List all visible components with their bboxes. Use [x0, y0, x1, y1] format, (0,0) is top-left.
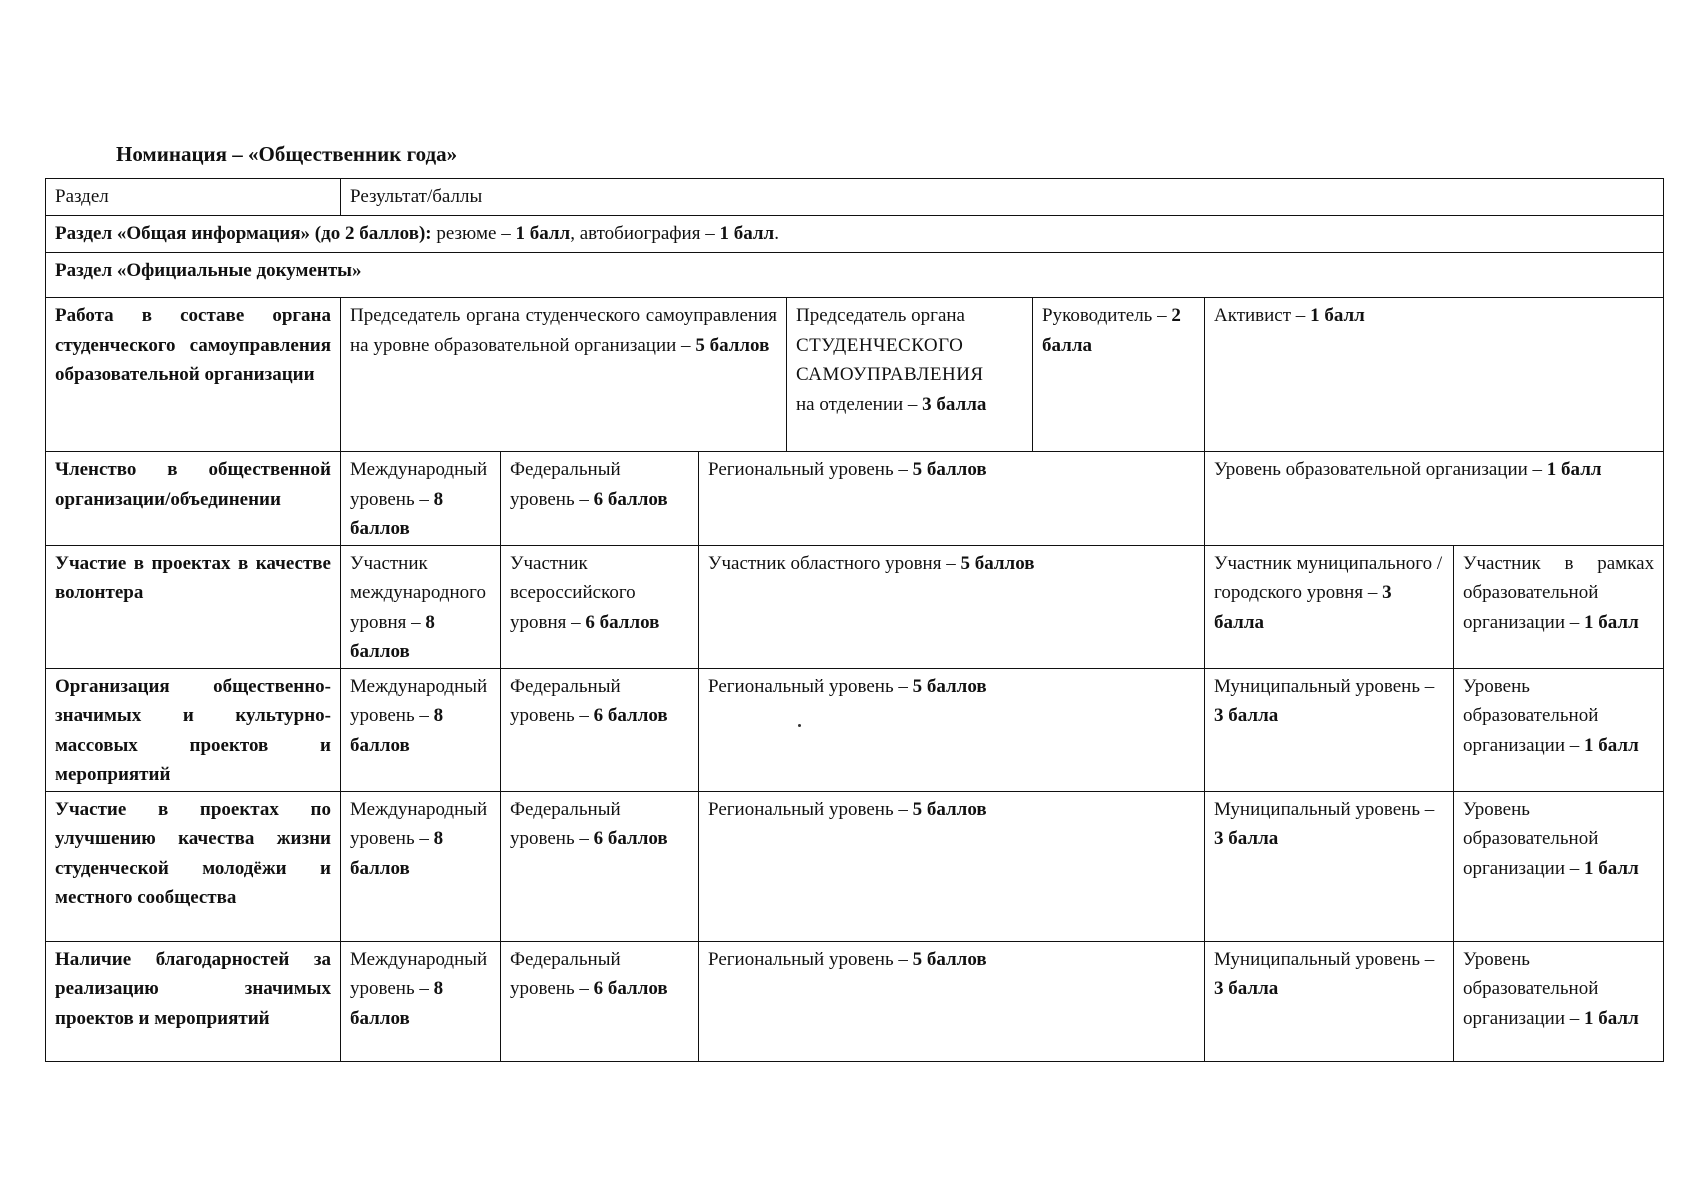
membership-intl [341, 452, 501, 546]
organization-label: Организация общественно-значимых и культурно-массовых проектов и мероприятий [46, 668, 341, 791]
points-value: 1 балл [1546, 459, 1602, 480]
speck-mark [798, 724, 801, 727]
scoring-table [45, 178, 1664, 1062]
points-value: 8 баллов [350, 705, 444, 756]
cell-text: Уровень образовательной организации – [1463, 675, 1599, 756]
table-row [46, 941, 1664, 1061]
points-value: 8 баллов [350, 611, 435, 662]
improvement-edu [1454, 791, 1664, 941]
points-value: 5 баллов [912, 675, 987, 697]
official-docs-row [46, 253, 1664, 298]
cell-caps-text: СТУДЕНЧЕСКОГО САМОУПРАВЛЕНИЯ [796, 334, 984, 385]
points-value: 6 баллов [593, 488, 668, 510]
cell-text: Международный уровень – [350, 948, 488, 999]
cell-text: Региональный уровень – [708, 459, 913, 480]
points-value: 3 балла [1214, 582, 1392, 633]
cell-text: Участник муниципального /городского уровня – [1214, 552, 1443, 603]
improvement-reg [699, 791, 1205, 941]
resume-points: 1 балл [515, 223, 571, 244]
points-value: 5 баллов [960, 552, 1035, 574]
bio-points: 1 балл [719, 223, 775, 244]
volunteer-edu [1454, 545, 1664, 668]
header-section-cell: Раздел [46, 179, 341, 216]
points-value: 6 баллов [593, 978, 668, 999]
gratitude-fed [501, 941, 699, 1061]
official-docs-cell: Раздел «Официальные документы» [46, 253, 1664, 298]
table-row [46, 298, 1664, 452]
points-value: 5 баллов [912, 459, 987, 480]
points-value: 2 балла [1042, 305, 1181, 356]
organization-edu [1454, 668, 1664, 791]
general-info-sep: , автобиография – [570, 223, 720, 244]
gratitude-reg [699, 941, 1205, 1061]
general-info-text: резюме – [431, 223, 516, 244]
improvement-mun [1205, 791, 1454, 941]
cell-text: Уровень образовательной организации – [1214, 459, 1547, 480]
table-row [46, 791, 1664, 941]
cell-text: Муниципальный уровень – [1214, 948, 1435, 970]
cell-text: Международный уровень – [350, 798, 488, 849]
improvement-intl [341, 791, 501, 941]
cell-text: Федеральный уровень – [510, 675, 621, 726]
cell-text: Руководитель – [1042, 305, 1172, 326]
membership-label: Членство в общественной организации/объединении [46, 452, 341, 546]
points-value: 1 балл [1584, 857, 1639, 879]
organization-fed [501, 668, 699, 791]
volunteer-label: Участие в проектах в качестве волонтера [46, 545, 341, 668]
cell-text: Региональный уровень – [708, 798, 913, 820]
self-gov-chair-dept [787, 298, 1033, 452]
points-value: 6 баллов [593, 705, 668, 726]
membership-edu [1205, 452, 1664, 546]
gratitude-mun [1205, 941, 1454, 1061]
document-title: Номинация – «Общественник года» [116, 142, 458, 166]
points-value: 1 балл [1310, 305, 1365, 326]
table-header-row [46, 179, 1664, 216]
self-gov-chair-org [341, 298, 787, 452]
organization-intl [341, 668, 501, 791]
points-value: 8 баллов [350, 828, 444, 879]
cell-text: Участник в рамках образовательной организации – [1463, 552, 1655, 633]
cell-text: Председатель органа студенческого самоуправления на уровне образовательной организации – [350, 305, 777, 356]
gratitude-intl [341, 941, 501, 1061]
points-value: 5 баллов [912, 798, 987, 820]
volunteer-intl [341, 545, 501, 668]
improvement-label: Участие в проектах по улучшению качества жизни студенческой молодёжи и местного сообщества [46, 791, 341, 941]
organization-mun [1205, 668, 1454, 791]
gratitude-label: Наличие благодарностей за реализацию значимых проектов и мероприятий [46, 941, 341, 1061]
improvement-fed [501, 791, 699, 941]
points-value: 8 баллов [350, 488, 444, 539]
points-value: 1 балл [1584, 611, 1639, 633]
volunteer-mun [1205, 545, 1454, 668]
cell-text: Уровень образовательной организации – [1463, 798, 1599, 879]
points-value: 5 баллов [695, 334, 770, 356]
header-result-cell: Результат/баллы [341, 179, 1664, 216]
points-value: 3 балла [1214, 978, 1279, 999]
cell-text: Участник всероссийского уровня – [510, 552, 636, 633]
points-value: 3 балла [1214, 705, 1279, 726]
self-gov-label: Работа в составе органа студенческого самоуправления образовательной организации [46, 298, 341, 452]
gratitude-edu [1454, 941, 1664, 1061]
cell-text: Федеральный уровень – [510, 459, 621, 510]
cell-text: Уровень образовательной организации – [1463, 948, 1599, 1029]
cell-text: Федеральный уровень – [510, 798, 621, 849]
cell-text: Участник областного уровня – [708, 552, 961, 574]
cell-text: Международный уровень – [350, 459, 488, 510]
cell-text: Муниципальный уровень – [1214, 798, 1435, 820]
points-value: 3 балла [922, 393, 987, 415]
cell-text: Участник международного уровня – [350, 552, 486, 633]
points-value: 6 баллов [593, 828, 668, 849]
table-row [46, 452, 1664, 546]
points-value: 1 балл [1584, 734, 1639, 756]
general-info-label: Раздел «Общая информация» (до 2 баллов): [55, 223, 432, 244]
self-gov-leader [1033, 298, 1205, 452]
general-info-row [46, 216, 1664, 253]
table-row [46, 545, 1664, 668]
general-info-cell [46, 216, 1664, 253]
cell-text: Региональный уровень – [708, 948, 913, 970]
self-gov-activist [1205, 298, 1664, 452]
cell-text: Региональный уровень – [708, 675, 913, 697]
cell-text: Муниципальный уровень – [1214, 675, 1435, 697]
cell-text: на отделении – [796, 393, 923, 415]
volunteer-fed [501, 545, 699, 668]
organization-reg [699, 668, 1205, 791]
general-info-end: . [774, 223, 779, 244]
cell-text: Председатель органа [796, 305, 965, 326]
points-value: 5 баллов [912, 948, 987, 970]
table-row [46, 668, 1664, 791]
volunteer-reg [699, 545, 1205, 668]
points-value: 1 балл [1584, 1007, 1639, 1029]
cell-text: Активист – [1214, 305, 1311, 326]
membership-fed [501, 452, 699, 546]
cell-text: Международный уровень – [350, 675, 488, 726]
points-value: 3 балла [1214, 828, 1279, 849]
cell-text: Федеральный уровень – [510, 948, 621, 999]
membership-reg [699, 452, 1205, 546]
points-value: 6 баллов [585, 611, 660, 633]
points-value: 8 баллов [350, 978, 444, 1029]
